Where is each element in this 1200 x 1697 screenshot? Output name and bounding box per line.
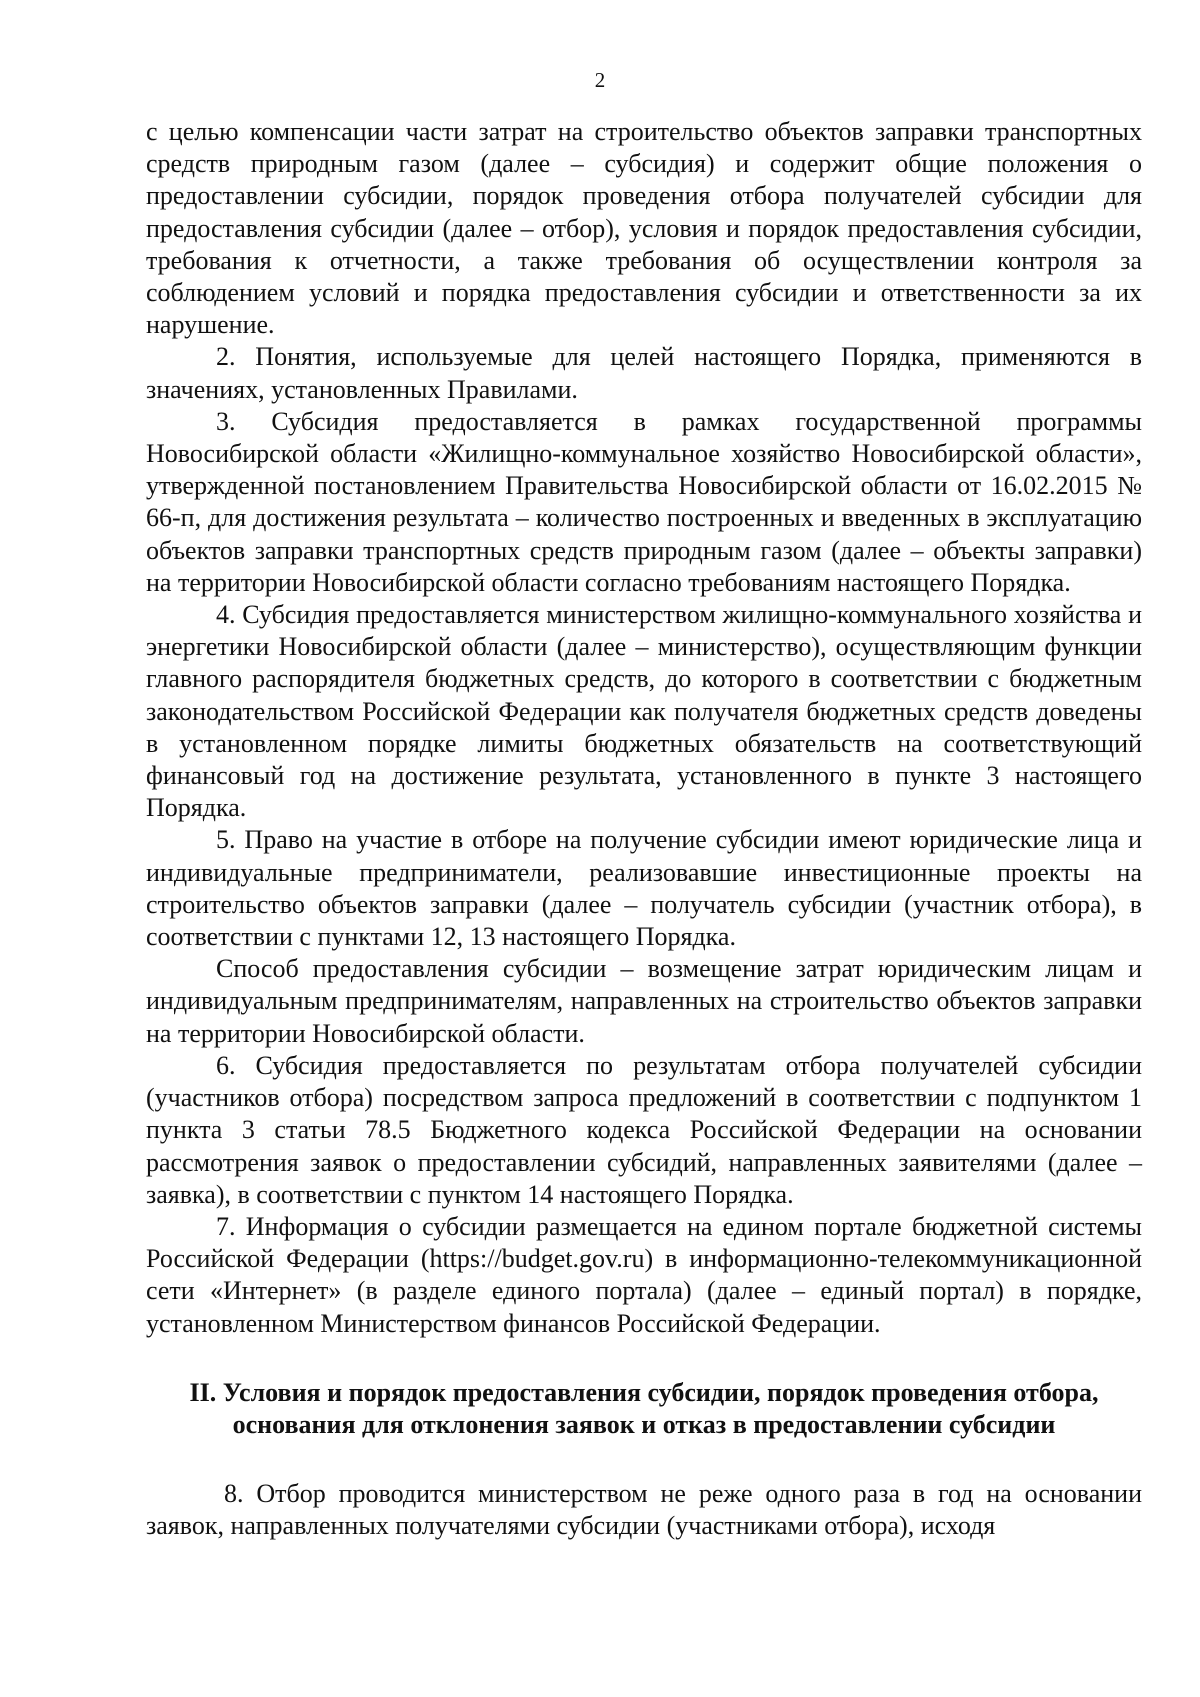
paragraph-continuation: с целью компенсации части затрат на строительство объектов заправки транспортных средств природным газом (далее – субсидия) и содержит общие положения о предоставлении субсидии, порядок проведения отбора получателей субсидии для предоставления субсидии (далее – отбор), условия и порядок предоставления субсидии, требования к отчетности, а также требования об осуществлении контроля за соблюдением условий и порядка предоставления субсидии и ответственности за их нарушение.	[146, 117, 1142, 340]
paragraph-7: 7. Информация о субсидии размещается на едином портале бюджетной системы Российской Федерации (https://budget.gov.ru) в информационно-телекоммуникационной сети «Интернет» (в разделе единого портала) (далее – единый портал) в порядке, установленном Министерством финансов Российской Федерации.	[146, 1211, 1142, 1338]
paragraph-5-method: Способ предоставления субсидии – возмещение затрат юридическим лицам и индивидуальным предпринимателям, направленных на строительство объектов заправки на территории Новосибирской области.	[146, 954, 1142, 1048]
page-number: 2	[594, 68, 606, 92]
section-heading: II. Условия и порядок предоставления субсидии, порядок проведения отбора, основания для отклонения заявок и отказ в предоставлении субсидии	[189, 1377, 1099, 1440]
paragraph-2: 2. Понятия, используемые для целей настоящего Порядка, применяются в значениях, установленных Правилами.	[146, 342, 1142, 404]
paragraph-6: 6. Субсидия предоставляется по результатам отбора получателей субсидии (участников отбора) посредством запроса предложений в соответствии с подпунктом 1 пункта 3 статьи 78.5 Бюджетного кодекса Российской Федерации на основании рассмотрения заявок о предоставлении субсидий, направленных заявителями (далее – заявка), в соответствии с пунктом 14 настоящего Порядка.	[146, 1050, 1142, 1209]
paragraph-3: 3. Субсидия предоставляется в рамках государственной программы Новосибирской области «Жилищно-коммунальное хозяйство Новосибирской области», утвержденной постановлением Правительства Новосибирской области от 16.02.2015 № 66-п, для достижения результата – количество построенных и введенных в эксплуатацию объектов заправки транспортных средств природным газом (далее – объекты заправки) на территории Новосибирской области согласно требованиям настоящего Порядка.	[146, 406, 1142, 597]
paragraph-4: 4. Субсидия предоставляется министерством жилищно-коммунального хозяйства и энергетики Новосибирской области (далее – министерство), осуществляющим функции главного распорядителя бюджетных средств, до которого в соответствии с бюджетным законодательством Российской Федерации как получателя бюджетных средств доведены в установленном порядке лимиты бюджетных обязательств на соответствующий финансовый год на достижение результата, установленного в пункте 3 настоящего Порядка.	[146, 600, 1142, 823]
document-body	[146, 116, 1142, 1542]
paragraph-5: 5. Право на участие в отборе на получение субсидии имеют юридические лица и индивидуальные предприниматели, реализовавшие инвестиционные проекты на строительство объектов заправки (далее – получатель субсидии (участник отбора), в соответствии с пунктами 12, 13 настоящего Порядка.	[146, 825, 1142, 952]
paragraph-8: 8. Отбор проводится министерством не реже одного раза в год на основании заявок, направленных получателями субсидии (участниками отбора), исходя	[146, 1478, 1142, 1540]
